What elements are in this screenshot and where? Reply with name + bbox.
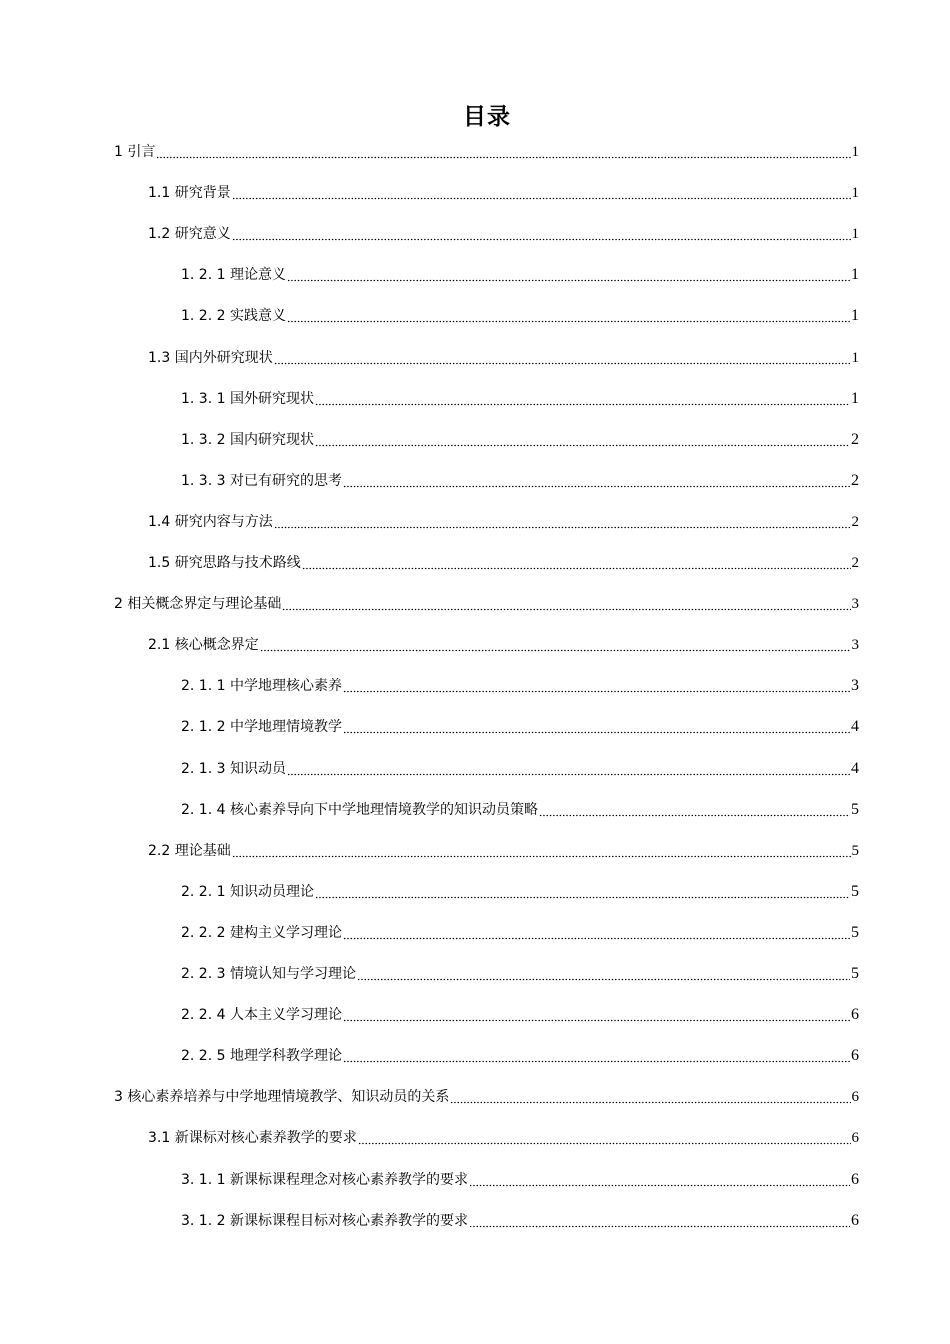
toc-entry-label: 1.2 研究意义: [148, 226, 231, 243]
dot-leader: [343, 923, 850, 943]
toc-entry[interactable]: [181, 261, 859, 285]
toc-entry-page-number: 5: [851, 882, 859, 900]
toc-entry-label: 3 核心素养培养与中学地理情境教学、知识动员的关系: [114, 1089, 450, 1106]
dot-leader: [287, 759, 850, 779]
toc-entry-page-number: 1: [851, 307, 859, 325]
toc-entry-label: 2. 2. 5 地理学科教学理论: [181, 1048, 342, 1065]
toc-entry[interactable]: [148, 344, 859, 368]
toc-entry-page-number: 6: [851, 1047, 859, 1065]
toc-entry[interactable]: [181, 1207, 859, 1231]
dot-leader: [287, 306, 850, 326]
toc-entry-label: 1.4 研究内容与方法: [148, 513, 273, 530]
toc-entry-page-number: 5: [851, 923, 859, 941]
dot-leader: [156, 142, 850, 162]
toc-entry[interactable]: [148, 631, 859, 655]
dot-leader: [343, 676, 850, 696]
toc-entry-page-number: 6: [851, 1170, 859, 1188]
toc-entry[interactable]: [148, 549, 859, 573]
toc-entry-label: 2. 2. 1 知识动员理论: [181, 883, 314, 900]
toc-entry[interactable]: [114, 590, 859, 614]
toc-entry[interactable]: [114, 138, 859, 162]
toc-entry[interactable]: [181, 1001, 859, 1025]
toc-entry-label: 2. 1. 2 中学地理情境教学: [181, 719, 342, 736]
dot-leader: [274, 348, 851, 368]
dot-leader: [315, 389, 850, 409]
toc-entry-page-number: 5: [851, 800, 859, 818]
toc-entry[interactable]: [148, 220, 859, 244]
dot-leader: [315, 882, 850, 902]
toc-entry-page-number: 1: [851, 389, 859, 407]
toc-entry-page-number: 1: [851, 144, 859, 160]
toc-entry-label: 1. 3. 2 国内研究现状: [181, 431, 314, 448]
toc-entry[interactable]: [148, 508, 859, 532]
toc-entry-page-number: 3: [851, 677, 859, 695]
dot-leader: [343, 1046, 850, 1066]
dot-leader: [343, 717, 850, 737]
toc-entry-label: 1. 3. 1 国外研究现状: [181, 390, 314, 407]
toc-entry-label: 2.2 理论基础: [148, 842, 231, 859]
toc-entry-label: 2. 1. 3 知识动员: [181, 760, 286, 777]
toc-entry-page-number: 2: [851, 513, 859, 530]
toc-entry-page-number: 6: [851, 1130, 859, 1147]
toc-entry[interactable]: [181, 426, 859, 450]
toc-entry-label: 1. 2. 2 实践意义: [181, 308, 286, 325]
toc-entry[interactable]: [181, 919, 859, 943]
toc-entry-page-number: 2: [851, 430, 859, 448]
toc-entry-label: 2.1 核心概念界定: [148, 637, 259, 654]
toc-entry[interactable]: [181, 755, 859, 779]
toc-entry-page-number: 1: [851, 226, 859, 243]
toc-entry-page-number: 5: [851, 842, 859, 859]
dot-leader: [343, 471, 850, 491]
dot-leader: [260, 635, 851, 655]
dot-leader: [282, 594, 850, 614]
toc-entry[interactable]: [148, 1124, 859, 1148]
dot-leader: [302, 553, 851, 573]
toc-entry[interactable]: [181, 672, 859, 696]
toc-entry[interactable]: [114, 1083, 859, 1107]
toc-entry[interactable]: [148, 837, 859, 861]
toc-entry-label: 2. 2. 3 情境认知与学习理论: [181, 966, 356, 982]
toc-entry-page-number: 2: [851, 555, 859, 571]
toc-entry-label: 2 相关概念界定与理论基础: [114, 596, 282, 613]
dot-leader: [539, 800, 850, 820]
toc-entry-page-number: 1: [851, 349, 859, 366]
dot-leader: [232, 224, 851, 244]
toc-entry-label: 1.1 研究背景: [148, 185, 231, 202]
toc-entry-page-number: 3: [851, 596, 859, 613]
toc-entry-label: 2. 1. 1 中学地理核心素养: [181, 678, 342, 695]
toc-entry-label: 1. 2. 1 理论意义: [181, 267, 286, 284]
toc-entry-label: 1 引言: [114, 144, 156, 160]
toc-entry-page-number: 5: [851, 965, 859, 982]
toc-entry[interactable]: [181, 1042, 859, 1066]
toc-entry-label: 1. 3. 3 对已有研究的思考: [181, 472, 342, 489]
toc-entry[interactable]: [181, 467, 859, 491]
toc-entry-page-number: 1: [851, 185, 859, 202]
toc-entry-page-number: 3: [851, 637, 859, 654]
dot-leader: [232, 841, 851, 861]
dot-leader: [343, 1005, 850, 1025]
toc-entry-label: 2. 1. 4 核心素养导向下中学地理情境教学的知识动员策略: [181, 801, 538, 818]
dot-leader: [232, 183, 851, 203]
toc-entry-label: 2. 2. 2 建构主义学习理论: [181, 924, 342, 941]
toc-entry[interactable]: [181, 713, 859, 737]
toc-entry[interactable]: [181, 385, 859, 409]
toc-entry-page-number: 2: [851, 471, 859, 489]
toc-entry-page-number: 1: [851, 266, 859, 284]
toc-title: 目录: [463, 104, 511, 130]
toc-entry-page-number: 6: [851, 1089, 859, 1106]
dot-leader: [357, 964, 850, 984]
toc-entry[interactable]: [181, 302, 859, 326]
dot-leader: [287, 265, 850, 285]
dot-leader: [315, 430, 850, 450]
toc-entry-label: 3.1 新课标对核心素养教学的要求: [148, 1130, 357, 1147]
toc-entry-label: 1.5 研究思路与技术路线: [148, 555, 301, 571]
toc-entry-label: 3. 1. 1 新课标课程理念对核心素养教学的要求: [181, 1171, 468, 1188]
toc-entry-page-number: 4: [851, 759, 859, 777]
dot-leader: [469, 1170, 850, 1190]
toc-entry[interactable]: [181, 1166, 859, 1190]
toc-entry[interactable]: [181, 960, 859, 984]
toc-entry-label: 1.3 国内外研究现状: [148, 349, 273, 366]
toc-entry[interactable]: [181, 878, 859, 902]
dot-leader: [358, 1128, 851, 1148]
dot-leader: [450, 1087, 850, 1107]
toc-entry-label: 2. 2. 4 人本主义学习理论: [181, 1007, 342, 1024]
toc-entry[interactable]: [148, 179, 859, 203]
toc-entry[interactable]: [181, 796, 859, 820]
dot-leader: [469, 1211, 850, 1231]
toc-entry-page-number: 6: [851, 1006, 859, 1024]
toc-entry-page-number: 4: [851, 718, 859, 736]
toc-entry-label: 3. 1. 2 新课标课程目标对核心素养教学的要求: [181, 1212, 468, 1229]
toc-entry-page-number: 6: [851, 1211, 859, 1229]
dot-leader: [274, 512, 851, 532]
